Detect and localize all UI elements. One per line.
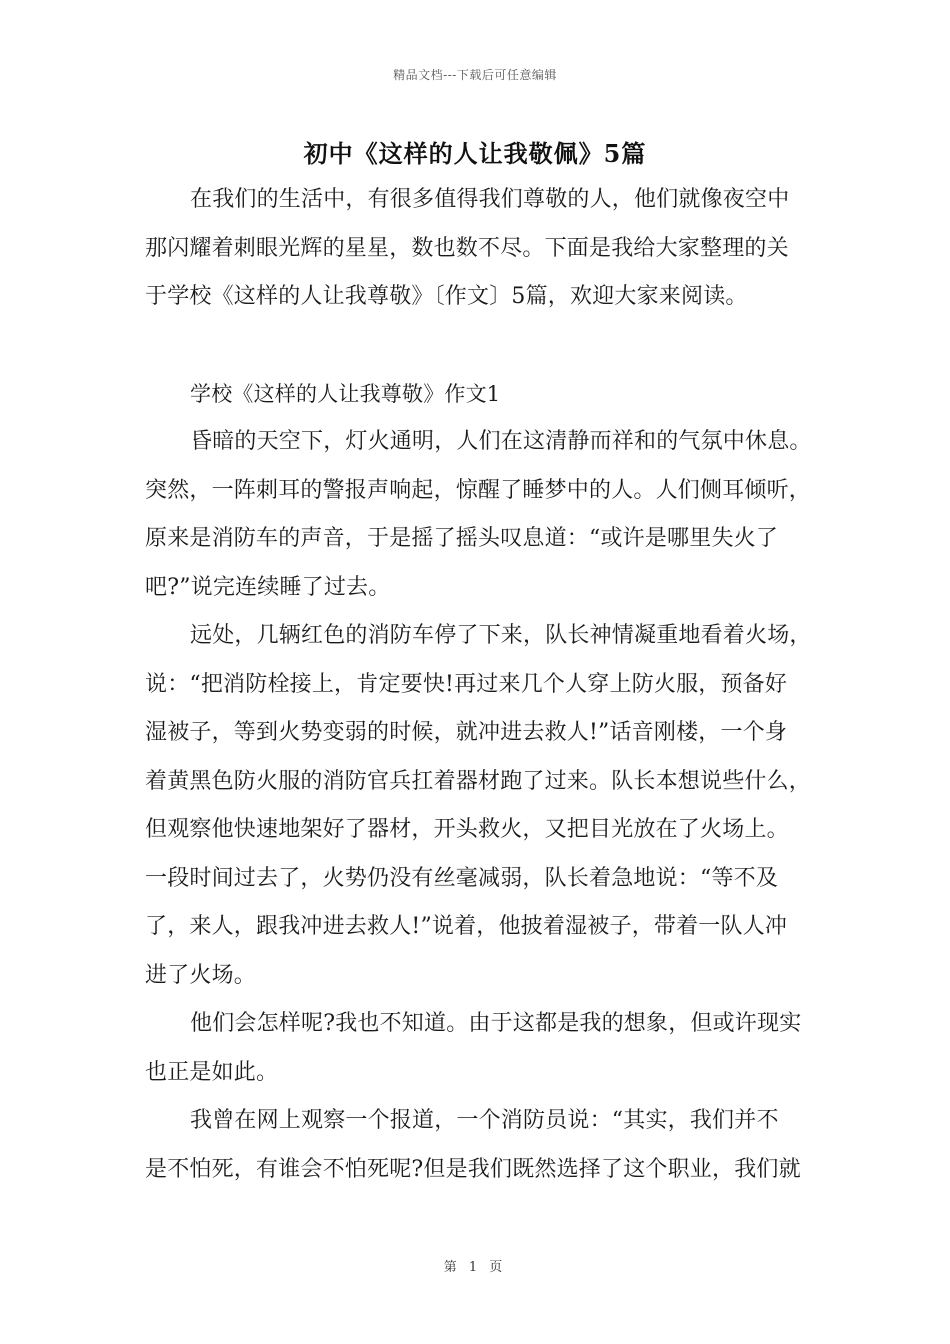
- paragraph-line: 突然，一阵刺耳的警报声响起，惊醒了睡梦中的人。人们侧耳倾听，: [145, 477, 812, 503]
- paragraph-line: 于学校《这样的人让我尊敬》〔作文〕5篇，欢迎大家来阅读。: [145, 284, 748, 309]
- paragraph-line: 了，来人，跟我冲进去救人!”说着，他披着湿被子，带着一队人冲: [145, 914, 788, 939]
- paragraph-line: 在我们的生活中，有很多值得我们尊敬的人，他们就像夜空中: [190, 187, 790, 212]
- paragraph-gap: [145, 326, 820, 374]
- paragraph-line: 那闪耀着刺眼光辉的星星，数也数不尽。下面是我给大家整理的关: [145, 235, 789, 261]
- paragraph-line: 原来是消防车的声音，于是摇了摇头叹息道：“或许是哪里失火了: [145, 526, 779, 551]
- paragraph-line: 也正是如此。: [145, 1059, 279, 1085]
- page-number: 第 1 页: [443, 1260, 507, 1275]
- paragraph-line: 是不怕死，有谁会不怕死呢?但是我们既然选择了这个职业，我们就: [145, 1156, 801, 1182]
- document-title: 初中《这样的人让我敬佩》5篇: [303, 139, 647, 168]
- paragraph-line: 湿被子，等到火势变弱的时候，就冲进去救人!”话音刚楼，一个身: [145, 720, 788, 745]
- page-header: 精品文档---下载后可任意编辑: [393, 68, 557, 82]
- paragraph-line: 昏暗的天空下，灯火通明，人们在这清静而祥和的气氛中休息。: [190, 429, 812, 454]
- paragraph-line: 进了火场。: [145, 962, 257, 988]
- paragraph-line: 着黄黑色防火服的消防官兵扛着器材跑了过来。队长本想说些什么，: [145, 768, 812, 794]
- paragraph-line: 但观察他快速地架好了器材，开头救火，又把目光放在了火场上。: [145, 817, 789, 842]
- paragraph-line: 说：“把消防栓接上，肯定要快!再过来几个人穿上防火服，预备好: [145, 671, 788, 697]
- paragraph-line: 他们会怎样呢?我也不知道。由于这都是我的想象，但或许现实: [190, 1011, 802, 1036]
- paragraph-line: 远处，几辆红色的消防车停了下来，队长神情凝重地看着火场，: [190, 623, 812, 648]
- paragraph-line: 一段时间过去了，火势仍没有丝毫减弱，队长着急地说：“等不及: [145, 865, 779, 891]
- section-subtitle: 学校《这样的人让我尊敬》作文1: [190, 381, 501, 406]
- paragraph-line: 我曾在网上观察一个报道，一个消防员说：“其实，我们并不: [190, 1108, 779, 1133]
- document-body: [145, 180, 820, 1198]
- paragraph-line: 吧?”说完连续睡了过去。: [145, 574, 391, 600]
